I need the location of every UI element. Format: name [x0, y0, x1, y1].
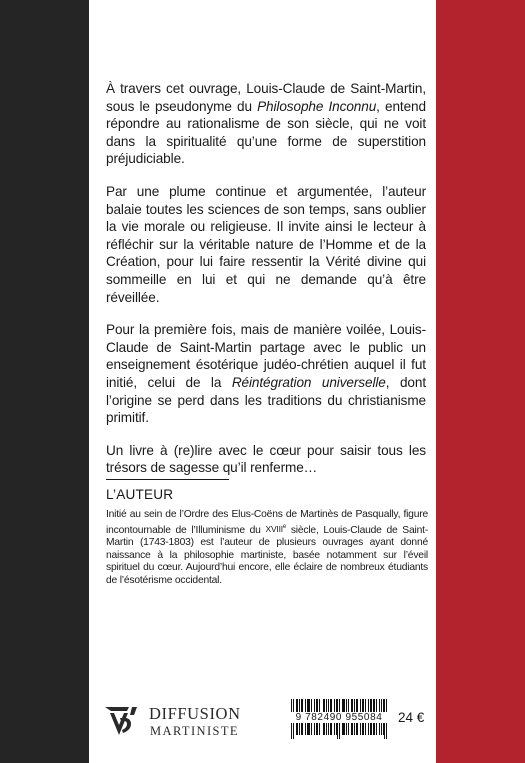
publisher-name-line-1: DIFFUSION [149, 704, 241, 723]
description-paragraph-1: À travers cet ouvrage, Louis-Claude de Saint-Martin, sous le pseudonyme du Philosophe Inconnu, entend répondre au rationalisme de son siècle, qui ne voit dans la spiritualité qu’une forme de superstition préjudiciable. [106, 81, 426, 167]
isbn-number: 9 782490 955084 [282, 712, 396, 723]
description-paragraph-3: Pour la première fois, mais de manière voilée, Louis-Claude de Saint-Martin partage avec le public un enseignement ésotérique judéo-chrétien auquel il fut initié, celui de la Réintégration universelle, dont l’origine se perd dans les traditions du christianisme primitif. [106, 322, 427, 426]
price-label: 24 € [398, 710, 425, 725]
description-paragraph-2: Par une plume continue et argumentée, l’auteur balaie toutes les sciences de son temps, sans oublier la vie morale ou religieuse. Il invite ainsi le lecteur à réfléchir sur la véritable nature de l’Homme et de la Création, pour lui faire ressentir la Vérité divine qui sommeille en lui et qui ne demande qu’à être réveillée. [106, 183, 426, 305]
publisher-logo [103, 702, 273, 742]
description-paragraph-4: Un livre à (re)lire avec le cœur pour saisir tous les trésors de sagesse qu’il renferme… [106, 442, 426, 476]
back-cover-description [106, 80, 426, 492]
reintegration-emphasis: Réintégration universelle [231, 374, 386, 390]
author-heading: L’AUTEUR [106, 487, 174, 502]
left-color-band [0, 0, 89, 763]
author-biography: Initié au sein de l’Ordre des Elus-Coëns de Martinès de Pasqually, figure incontournable de l’Illuminisme du XVIIIe siècle, Louis-Claude de Saint-Martin (1743-1803) est l’auteur de plusieurs ouvrages ayant donné naissance à la philosophie martiniste, basée notamment sur l’éveil spirituel du cœur. Aujourd’hui encore, elle éclaire de nombreux étudiants de l’ésotérisme occidental. [106, 509, 428, 586]
section-divider [106, 479, 229, 480]
dm-monogram-icon [103, 704, 143, 740]
publisher-name-line-2: MARTINISTE [150, 724, 239, 738]
century-numeral: XVIIIe [265, 524, 287, 535]
right-color-band [436, 0, 525, 763]
philosophe-inconnu-emphasis: Philosophe Inconnu [257, 98, 377, 114]
